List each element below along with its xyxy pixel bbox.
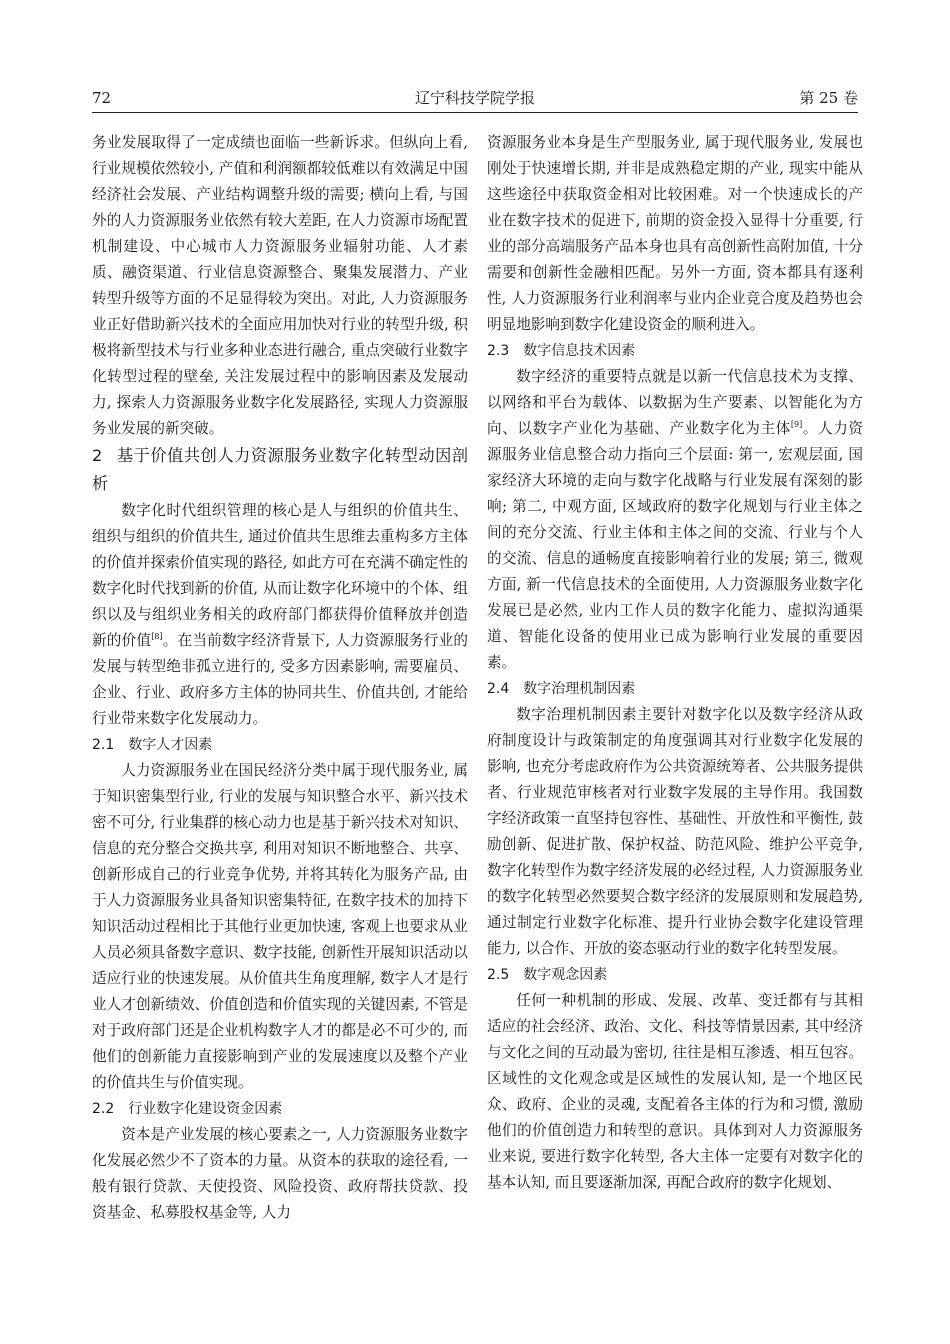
paragraph-text: 数字经济的重要特点就是以新一代信息技术为支撑、以网络和平台为载体、以数据为生产要素、以智能化为方向、以数字产业化为基础、产业数字化为主体 bbox=[487, 368, 863, 437]
subsection-2-3-heading bbox=[487, 338, 863, 364]
subsection-title: 行业数字化建设资金因素 bbox=[128, 1101, 283, 1117]
right-column bbox=[487, 130, 863, 1196]
paragraph-continued: 资源服务业本身是生产型服务业, 属于现代服务业, 发展也刚处于快速增长期, 并非是成熟稳定期的产业, 现实中能从这些途径中获取资金相对比较困难。对一个快速成长的产业在数字技术的促进下, 前期的资金投入显得十分重要, 行业的部分高端服务产品本身也具有高创新性高附加值, 十分需要和创新性金融相匹配。另外一方面, 资本都具有逐利性, 人力资源服务行业利润率与业内企业竞合度及趋势也会明显地影响到数字化建设资金的顺利进入。 bbox=[487, 134, 863, 333]
subsection-2-5-heading bbox=[487, 962, 863, 988]
paragraph-concepts: 任何一种机制的形成、发展、改革、变迁都有与其相适应的社会经济、政治、文化、科技等情景因素, 其中经济与文化之间的互动最为密切, 往往是相互渗透、相互包容。区域性的文化观念或是区域性的发展认知, 是一个地区民众、政府、企业的灵魂, 支配着各主体的行为和习惯, 激励他们的价值创造力和转型的意识。具体到对人力资源服务业来说, 要进行数字化转型, 各大主体一定要有对数字化的基本认知, 而且要逐渐加深, 再配合政府的数字化规划、 bbox=[487, 992, 863, 1191]
paragraph-digital-talent: 人力资源服务业在国民经济分类中属于现代服务业, 属于知识密集型行业, 行业的发展与知识整合水平、新兴技术密不可分, 行业集群的核心动力也是基于新兴技术对知识、信息的充分整合交换共享, 利用对知识不断地整合、共享、创新形成自己的行业竞争优势, 并将其转化为服务产品, 由于人力资源服务业具备知识密集特征, 在数字技术的加持下知识活动过程相比于其他行业更加快速, 客观上也要求从业人员必须具备数字意识、数字技能, 创新性开展知识活动以适应行业的快速发展。从价值共生角度理解, 数字人才是行业人才创新绩效、价值创造和价值实现的关键因素, 不管是对于政府部门还是企业机构数字人才的都是必不可少的, 而他们的创新能力直接影响到产业的发展速度以及整个产业的价值共生与价值实现。 bbox=[92, 762, 468, 1091]
subsection-title: 数字人才因素 bbox=[128, 737, 213, 753]
section-2-heading bbox=[92, 442, 468, 498]
subsection-title: 数字治理机制因素 bbox=[523, 681, 636, 697]
header-rule bbox=[92, 112, 858, 113]
paragraph-capital: 资本是产业发展的核心要素之一, 人力资源服务业数字化发展必然少不了资本的力量。从资本的获取的途径看, 一般有银行贷款、天使投资、风险投资、政府帮扶贷款、投资基金、私募股权基金等, 人力 bbox=[92, 1126, 468, 1221]
citation-9: [9] bbox=[790, 420, 803, 430]
paragraph-value-cocreation bbox=[92, 498, 468, 732]
subsection-2-1-heading bbox=[92, 732, 468, 758]
subsection-number: 2.1 bbox=[92, 737, 115, 753]
journal-title: 辽宁科技学院学报 bbox=[414, 89, 535, 107]
subsection-2-2-heading bbox=[92, 1096, 468, 1122]
page-number: 72 bbox=[92, 89, 112, 107]
section-number: 2 bbox=[92, 446, 103, 465]
paragraph-text: 。人力资源服务业信息整合动力指向三个层面: 第一, 宏观层面, 国家经济大环境的走向与数字化战略与行业发展有深刻的影响; 第二, 中观方面, 区域政府的数字化规划与行业主体之间的充分交流、行业主体和主体之间的交流、行业与个人的交流、信息的通畅度直接影响着行业的发展; 第三, 微观方面, 新一代信息技术的全面使用, 人力资源服务业数字化发展已是必然, 业内工作人员的数字化能力、虚拟沟通渠道、智能化设备的使用业已成为影响行业发展的重要因素。 bbox=[487, 420, 863, 671]
subsection-title: 数字观念因素 bbox=[523, 967, 608, 983]
subsection-number: 2.2 bbox=[92, 1101, 115, 1117]
paragraph-text: 。在当前数字经济背景下, 人力资源服务行业的发展与转型绝非孤立进行的, 受多方因素影响, 需要雇员、企业、行业、政府多方主体的协同共生、价值共创, 才能给行业带来数字化发展动力。 bbox=[92, 632, 468, 727]
paragraph-governance: 数字治理机制因素主要针对数字化以及数字经济从政府制度设计与政策制定的角度强调其对行业数字化发展的影响, 也充分考虑政府作为公共资源统筹者、公共服务提供者、行业规范审核者对行业数字发展的主导作用。我国数字经济政策一直坚持包容性、基础性、开放性和平衡性, 鼓励创新、促进扩散、保护权益、防范风险、维护公平竞争, 数字化转型作为数字经济发展的必经过程, 人力资源服务业的数字化转型必然要契合数字经济的发展原则和发展趋势, 通过制定行业数字化标准、提升行业协会数字化建设管理能力, 以合作、开放的姿态驱动行业的数字化转型发展。 bbox=[487, 706, 863, 957]
subsection-number: 2.4 bbox=[487, 681, 510, 697]
section-title: 基于价值共创人力资源服务业数字化转型动因剖析 bbox=[92, 446, 468, 493]
subsection-number: 2.3 bbox=[487, 343, 510, 359]
paragraph-text: 数字化时代组织管理的核心是人与组织的价值共生、组织与组织的价值共生, 通过价值共生思维去重构多方主体的价值并探索价值实现的路径, 如此方可在充满不确定性的数字化时代找到新的价值, 从而让数字化环境中的个体、组织以及与组织业务相关的政府部门都获得价值释放并创造新的价值 bbox=[92, 502, 468, 649]
paragraph-digital-tech bbox=[487, 364, 863, 676]
subsection-number: 2.5 bbox=[487, 967, 510, 983]
subsection-2-4-heading bbox=[487, 676, 863, 702]
paragraph-continued: 务业发展取得了一定成绩也面临一些新诉求。但纵向上看, 行业规模依然较小, 产值和利润额都较低难以有效满足中国经济社会发展、产业结构调整升级的需要; 横向上看, 与国外的人力资源服务业依然有较大差距, 在人力资源市场配置机制建设、中心城市人力资源服务业辐射功能、人才素质、融资渠道、行业信息资源整合、聚集发展潜力、产业转型升级等方面的不足显得较为突出。对此, 人力资源服务业正好借助新兴技术的全面应用加快对行业的转型升级, 积极将新型技术与行业多种业态进行融合, 重点突破行业数字化转型过程的壁垒, 关注发展过程中的影响因素及发展动力, 探索人力资源服务业数字化发展路径, 实现人力资源服务业发展的新突破。 bbox=[92, 134, 468, 437]
citation-8: [8] bbox=[151, 632, 163, 642]
subsection-title: 数字信息技术因素 bbox=[523, 343, 636, 359]
left-column bbox=[92, 130, 468, 1226]
page-header bbox=[92, 86, 858, 110]
volume-label: 第 25 卷 bbox=[799, 89, 858, 107]
